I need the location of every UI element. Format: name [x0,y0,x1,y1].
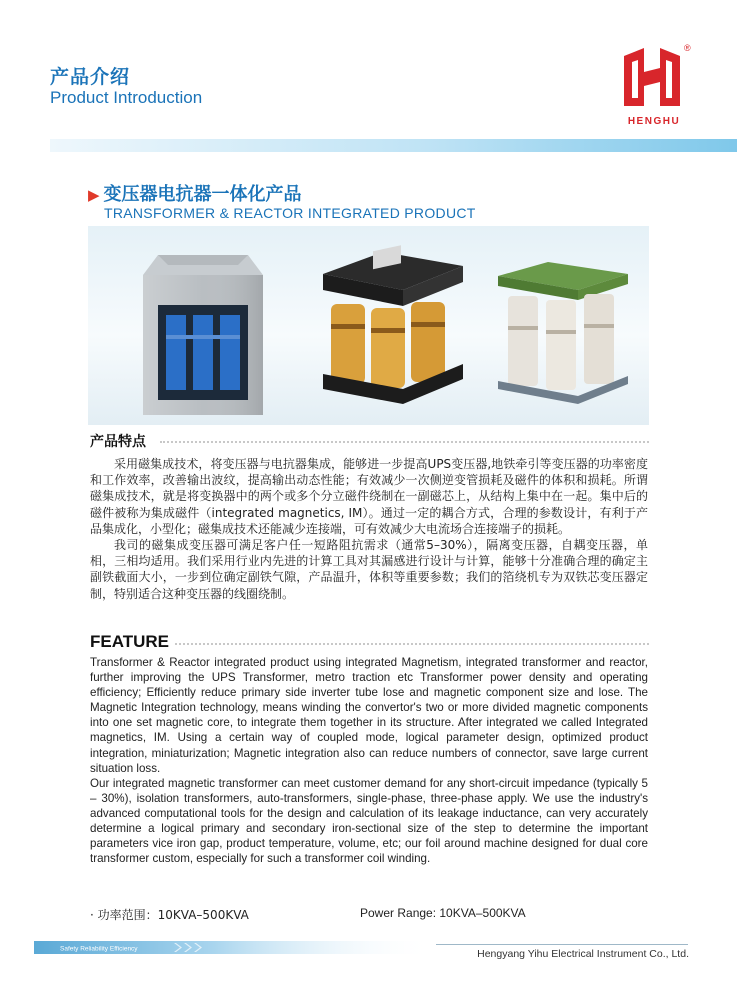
features-en-paragraph: Our integrated magnetic transformer can meet customer demand for any short-circuit impedance (typically 5 – 30%), isolation transformers, auto-transformers, single-phase, three-phase apply. We use the industry's advanced computational tools for the design and calculation of its leakage inductance, can very accurately determine a logical primary and secondary iron-sectional size of the step to determine the important parameters vice iron gap, product temperature, volume, etc; our foil around machine designed for dual core transformer custom, especially for such a transformer coil winding. [90,776,648,866]
features-title-en: FEATURE [90,632,170,651]
features-cn-paragraph: 我司的磁集成变压器可满足客户任一短路阻抗需求（通常5–30%），隔离变压器，自耦变压器，单相，三相均适用。我们采用行业内先进的计算工具对其漏感进行设计与计算，能够十分准确合理的确定主副铁截面大小，一步到位确定副铁气隙，产品温升，体积等重要参数；我们的箔绕机专为双铁芯变压器定制，特别适合这种变压器的线圈绕制。 [90,538,648,601]
features-body-cn [90,456,648,602]
brand-logo [614,42,694,132]
features-cn-paragraph: 采用磁集成技术，将变压器与电抗器集成，能够进一步提高UPS变压器,地铁牵引等变压器的功率密度和工作效率，改善输出波纹，提高输出动态性能；有效减少一次侧逆变管损耗及磁件的体积和损耗。所谓磁集成技术，就是将变换器中的两个或多个分立磁件绕制在一副磁芯上，从结构上集中在一起。集中后的磁件被称为集成磁件（integrated magnetics, IM）。通过一定的耦合方式，合理的参数设计，有利于产品集成化，小型化；磁集成技术还能减少连接端，可有效减少大电流场合连接端子的损耗。 [90,457,648,536]
henghu-logo-icon [614,42,694,114]
power-range-en: Power Range: 10KVA–500KVA [360,906,526,920]
brand-name: HENGHU [627,116,681,127]
features-title-cn: 产品特点 [90,434,146,450]
header-gradient-bar [50,139,737,152]
footer-divider [436,944,688,945]
section-title-en: TRANSFORMER & REACTOR INTEGRATED PRODUCT [104,205,476,221]
features-en-paragraph: Transformer & Reactor integrated product using integrated Magnetism, integrated transformer and reactor, further improving the UPS Transformer, metro traction etc Transformer power density and operating efficiency; Efficiently reduce primary side inverter tube lose and magnetic component size and lose. The Magnetic Integration technology, means winding the convertor's two or more divided magnetic components into one set magnetic core, to integrate them together in its structure. After integrated we called Integrated magnetics, IM. Using a certain way of coupled mode, logical parameter design, optimized product integration, miniaturization; Magnetic integration also can reduce numbers of connector, save large current situation loss. [90,656,648,775]
section-title-cn [88,180,302,206]
page-title-en: Product Introduction [50,88,203,107]
section-title-cn-text: 变压器电抗器一体化产品 [103,184,302,205]
dotted-divider [175,643,649,645]
power-range-cn: · 功率范围：10KVA–500KVA [90,908,249,922]
footer-slogan-bar [34,941,434,954]
enclosed-transformer-photo [138,250,268,420]
right-triangle-icon: ▶ [88,186,100,204]
registered-mark: ® [684,43,691,53]
product-photo-strip [88,226,649,425]
open-transformer-photo [488,256,638,406]
features-body-en [90,655,648,866]
dotted-divider [160,441,649,443]
footer-company-name: Hengyang Yihu Electrical Instrument Co., Ltd. [477,948,689,960]
reactor-yellow-coils-photo [313,244,473,409]
footer-slogan: Safety Reliability Efficiency [60,945,138,953]
page-title-cn: 产品介绍 [50,66,131,88]
